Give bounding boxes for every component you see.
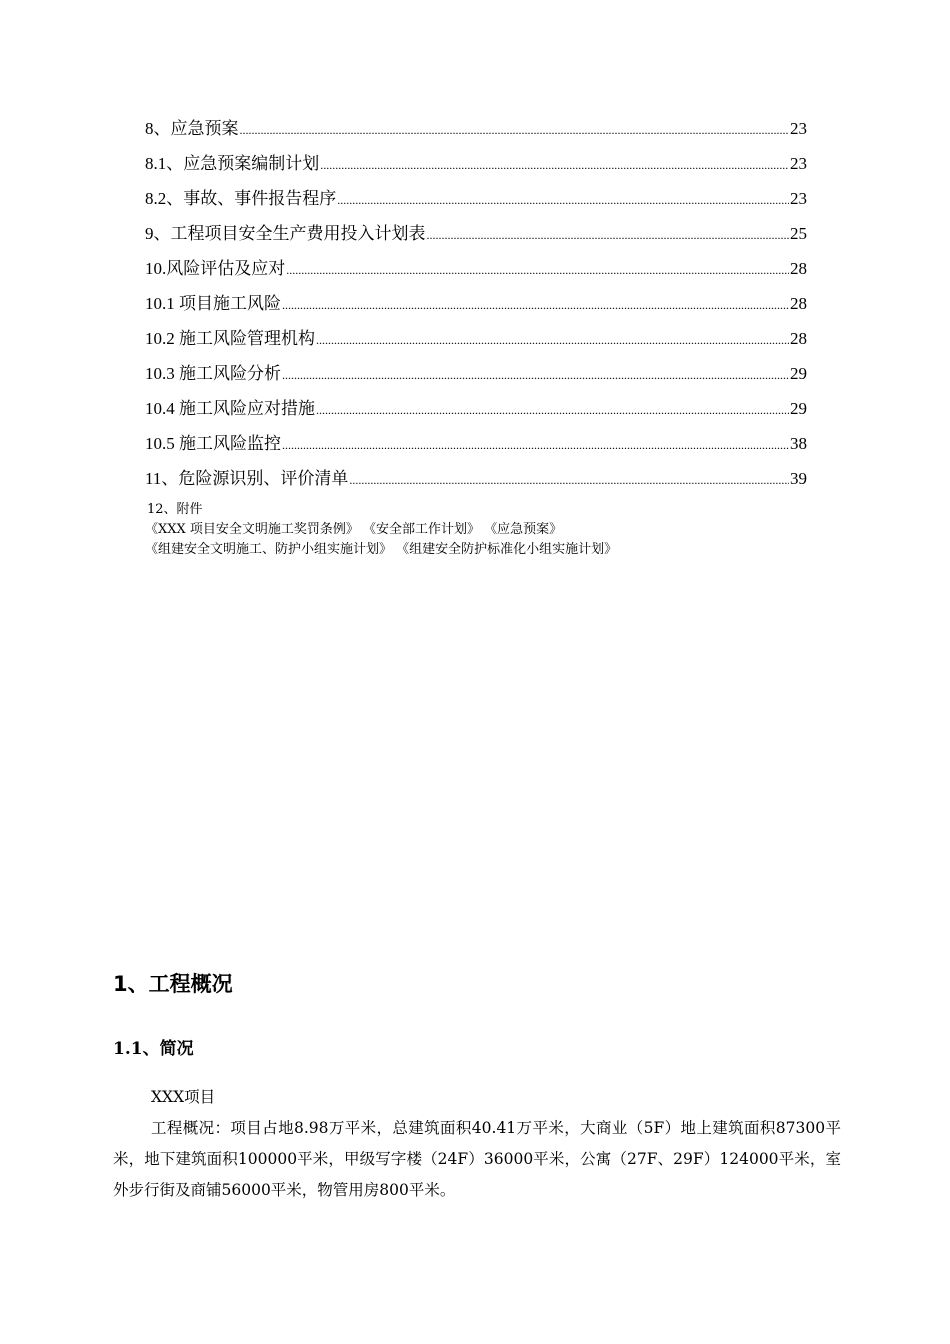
toc-leader-dots (286, 263, 789, 278)
toc-entry-label: 10.4 施工风险应对措施 (145, 399, 315, 418)
toc-leader-dots (427, 228, 790, 243)
attachments-block (145, 500, 617, 560)
overview-paragraph: 工程概况：项目占地8.98万平米，总建筑面积40.41万平米，大商业（5F）地上建筑面积87300平米，地下建筑面积100000平米，甲级写字楼（24F）36000平米，公寓（27F、29F）124000平米，室外步行街及商铺56000平米，物管用房800平米。 (113, 1119, 841, 1199)
subsection-heading: 1.1、简况 (113, 1039, 194, 1059)
toc-entry[interactable] (145, 289, 807, 324)
toc-leader-dots (320, 158, 789, 173)
toc-entry-page: 39 (790, 469, 807, 488)
toc-entry-page: 23 (790, 119, 807, 138)
toc-entry-page: 38 (790, 434, 807, 453)
toc-entry[interactable] (145, 359, 807, 394)
toc-entry-label: 10.1 项目施工风险 (145, 294, 281, 313)
attachments-line: 《组建安全文明施工、防护小组实施计划》 《组建安全防护标准化小组实施计划》 (145, 542, 618, 557)
toc-leader-dots (337, 193, 789, 208)
attachments-title: 12、附件 (147, 502, 203, 517)
project-name-paragraph: XXX项目 (151, 1088, 216, 1106)
toc-leader-dots (282, 298, 789, 313)
attachments-line: 《XXX 项目安全文明施工奖罚条例》 《安全部工作计划》 《应急预案》 (145, 522, 563, 537)
toc-entry[interactable] (145, 464, 807, 499)
section-heading: 1、工程概况 (113, 972, 233, 996)
toc-leader-dots (316, 333, 789, 348)
toc-entry[interactable] (145, 429, 807, 464)
toc-leader-dots (316, 403, 789, 418)
toc-entry[interactable] (145, 149, 807, 184)
toc-entry-label: 10.5 施工风险监控 (145, 434, 281, 453)
toc-entry[interactable] (145, 184, 807, 219)
toc-entry-label: 11、危险源识别、评价清单 (145, 469, 349, 488)
toc-entry-page: 29 (790, 364, 807, 383)
toc-leader-dots (282, 438, 789, 453)
toc-entry[interactable] (145, 254, 807, 289)
toc-entry-page: 25 (790, 224, 807, 243)
toc-entry-label: 8、应急预案 (145, 119, 239, 138)
toc-entry-page: 28 (790, 294, 807, 313)
toc-entry[interactable] (145, 114, 807, 149)
toc-entry[interactable] (145, 394, 807, 429)
toc-leader-dots (240, 123, 790, 138)
toc-entry-page: 28 (790, 259, 807, 278)
table-of-contents (145, 114, 807, 499)
toc-entry-page: 23 (790, 154, 807, 173)
toc-entry-page: 29 (790, 399, 807, 418)
toc-entry-label: 8.1、应急预案编制计划 (145, 154, 320, 173)
toc-entry-label: 10.2 施工风险管理机构 (145, 329, 315, 348)
toc-entry[interactable] (145, 324, 807, 359)
toc-entry-label: 9、工程项目安全生产费用投入计划表 (145, 224, 426, 243)
toc-entry-label: 10.风险评估及应对 (145, 259, 286, 278)
toc-leader-dots (349, 473, 789, 488)
toc-entry-label: 8.2、事故、事件报告程序 (145, 189, 337, 208)
toc-entry-page: 28 (790, 329, 807, 348)
toc-leader-dots (282, 368, 789, 383)
toc-entry-label: 10.3 施工风险分析 (145, 364, 281, 383)
toc-entry[interactable] (145, 219, 807, 254)
toc-entry-page: 23 (790, 189, 807, 208)
